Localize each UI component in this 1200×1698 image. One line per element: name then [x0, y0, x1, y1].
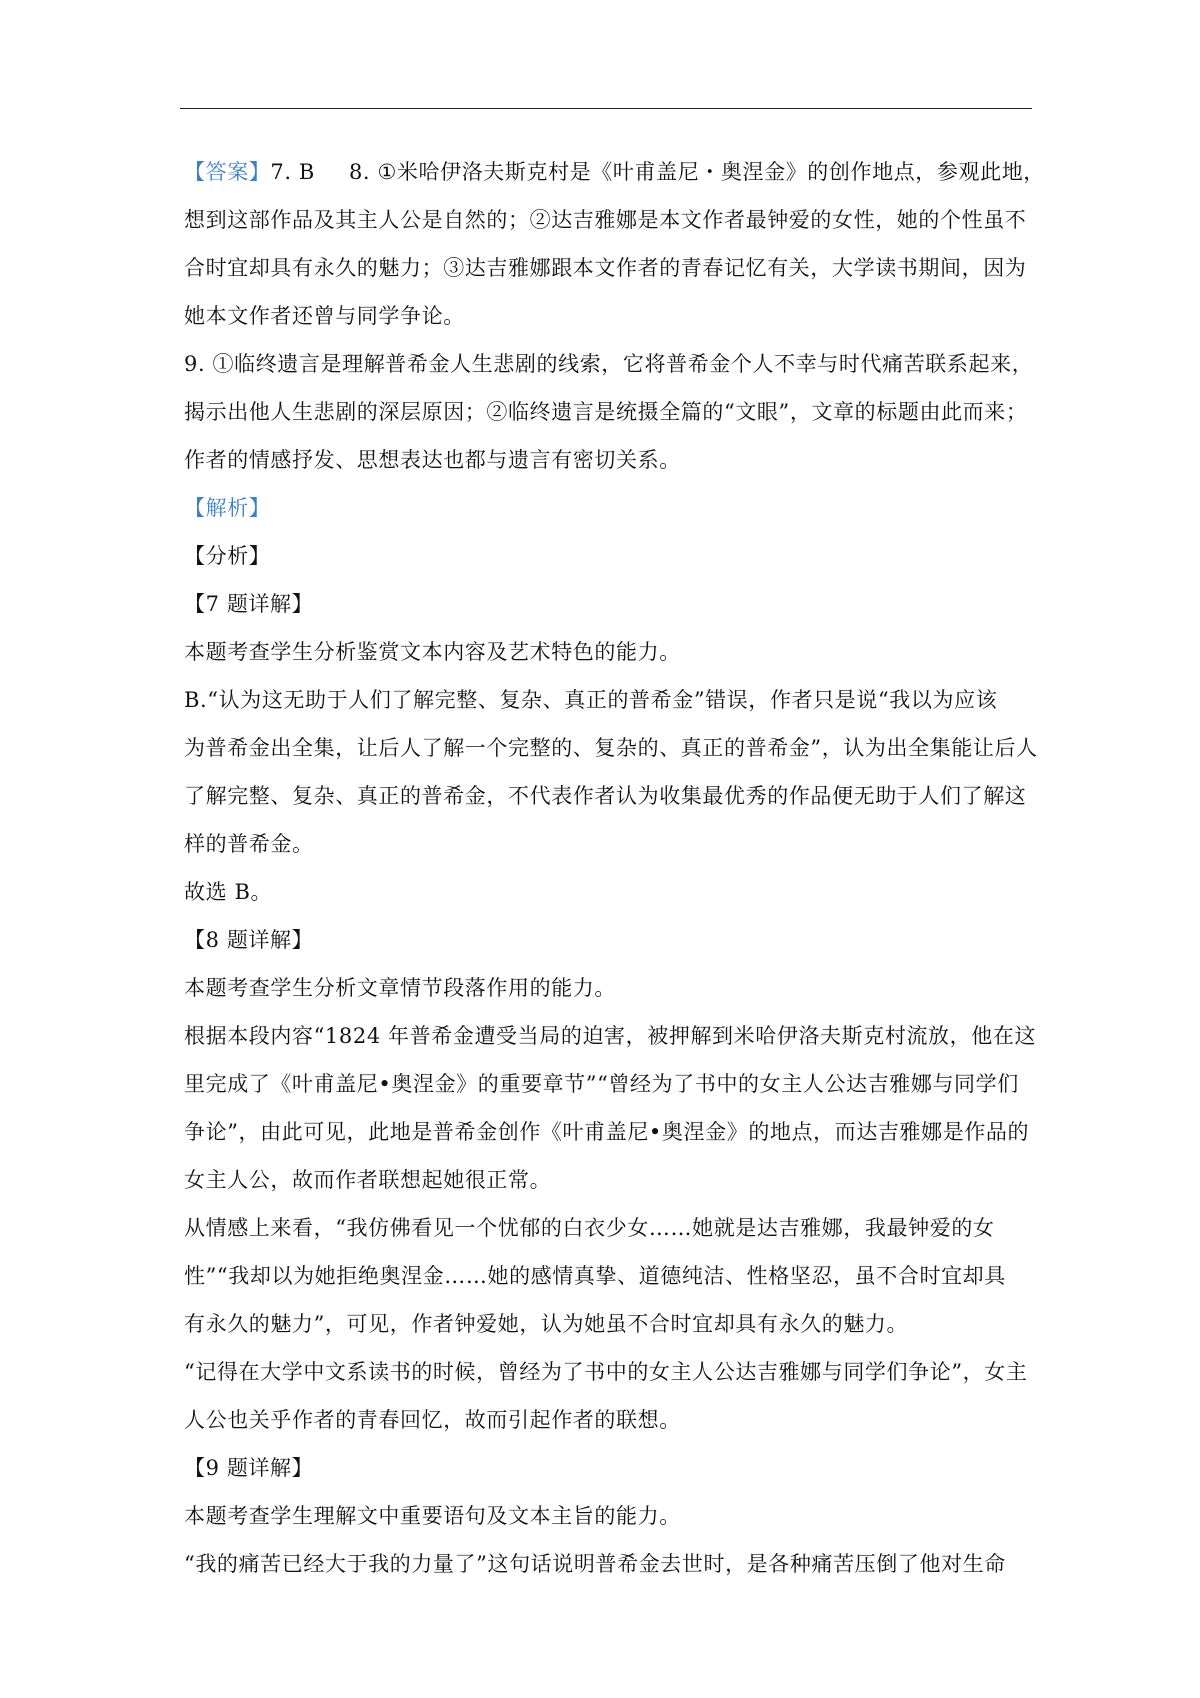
analysis-line: 【9 题详解】: [184, 1456, 314, 1480]
answer-line: 作者的情感抒发、思想表达也都与遗言有密切关系。: [184, 448, 681, 472]
answer-line: 想到这部作品及其主人公是自然的；②达吉雅娜是本文作者最钟爱的女性，她的个性虽不: [184, 208, 1027, 232]
analysis-line: 【分析】: [184, 544, 271, 568]
analysis-line: 本题考查学生理解文中重要语句及文本主旨的能力。: [184, 1504, 681, 1528]
analysis-line: 从情感上来看，“我仿佛看见一个忧郁的白衣少女……她就是达吉雅娜，我最钟爱的女: [184, 1216, 995, 1240]
answer-q8-start: 8. ①米哈伊洛夫斯克村是《叶甫盖尼・奥涅金》的创作地点，参观此地，: [348, 160, 1045, 184]
analysis-line: 女主人公，故而作者联想起她很正常。: [184, 1168, 552, 1192]
analysis-line: 【8 题详解】: [184, 928, 314, 952]
analysis-line: B.“认为这无助于人们了解完整、复杂、真正的普希金”错误，作者只是说“我以为应该: [184, 688, 998, 712]
analysis-line: 性”“我却以为她拒绝奥涅金……她的感情真挚、道德纯洁、性格坚忍，虽不合时宜却具: [184, 1264, 1006, 1288]
document-body: [184, 148, 1045, 1588]
analysis-line: 争论”，由此可见，此地是普希金创作《叶甫盖尼•奥涅金》的地点，而达吉雅娜是作品的: [184, 1120, 1030, 1144]
analysis-tag: 【解析】: [184, 496, 271, 520]
analysis-line: “我的痛苦已经大于我的力量了”这句话说明普希金去世时，是各种痛苦压倒了他对生命: [184, 1552, 1006, 1576]
answer-line: 合时宜却具有永久的魅力；③达吉雅娜跟本文作者的青春记忆有关，大学读书期间，因为: [184, 256, 1027, 280]
answer-line: 揭示出他人生悲剧的深层原因；②临终遗言是统摄全篇的“文眼”，文章的标题由此而来；: [184, 400, 1028, 424]
answer-tag: 【答案】: [184, 160, 271, 184]
header-rule: [180, 108, 1032, 109]
analysis-line: “记得在大学中文系读书的时候，曾经为了书中的女主人公达吉雅娜与同学们争论”，女主: [184, 1360, 1028, 1384]
answer-line-1: [184, 148, 1045, 196]
analysis-line: 为普希金出全集，让后人了解一个完整的、复杂的、真正的普希金”，认为出全集能让后人: [184, 736, 1038, 760]
answer-line: 9. ①临终遗言是理解普希金人生悲剧的线索，它将普希金个人不幸与时代痛苦联系起来，: [184, 352, 1034, 376]
analysis-line: 人公也关乎作者的青春回忆，故而引起作者的联想。: [184, 1408, 681, 1432]
answer-q7: 7. B: [270, 160, 315, 184]
analysis-line: 里完成了《叶甫盖尼•奥涅金》的重要章节”“曾经为了书中的女主人公达吉雅娜与同学们: [184, 1072, 1019, 1096]
analysis-line: 根据本段内容“1824 年普希金遭受当局的迫害，被押解到米哈伊洛夫斯克村流放，他在这: [184, 1024, 1037, 1048]
analysis-line: 有永久的魅力”，可见，作者钟爱她，认为她虽不合时宜却具有永久的魅力。: [184, 1312, 909, 1336]
analysis-line: 样的普希金。: [184, 832, 314, 856]
analysis-line: 本题考查学生分析文章情节段落作用的能力。: [184, 976, 616, 1000]
analysis-line: 【7 题详解】: [184, 592, 314, 616]
analysis-line: 本题考查学生分析鉴赏文本内容及艺术特色的能力。: [184, 640, 681, 664]
analysis-line: 了解完整、复杂、真正的普希金，不代表作者认为收集最优秀的作品便无助于人们了解这: [184, 784, 1027, 808]
analysis-line: 故选 B。: [184, 880, 273, 904]
answer-line: 她本文作者还曾与同学争论。: [184, 304, 465, 328]
